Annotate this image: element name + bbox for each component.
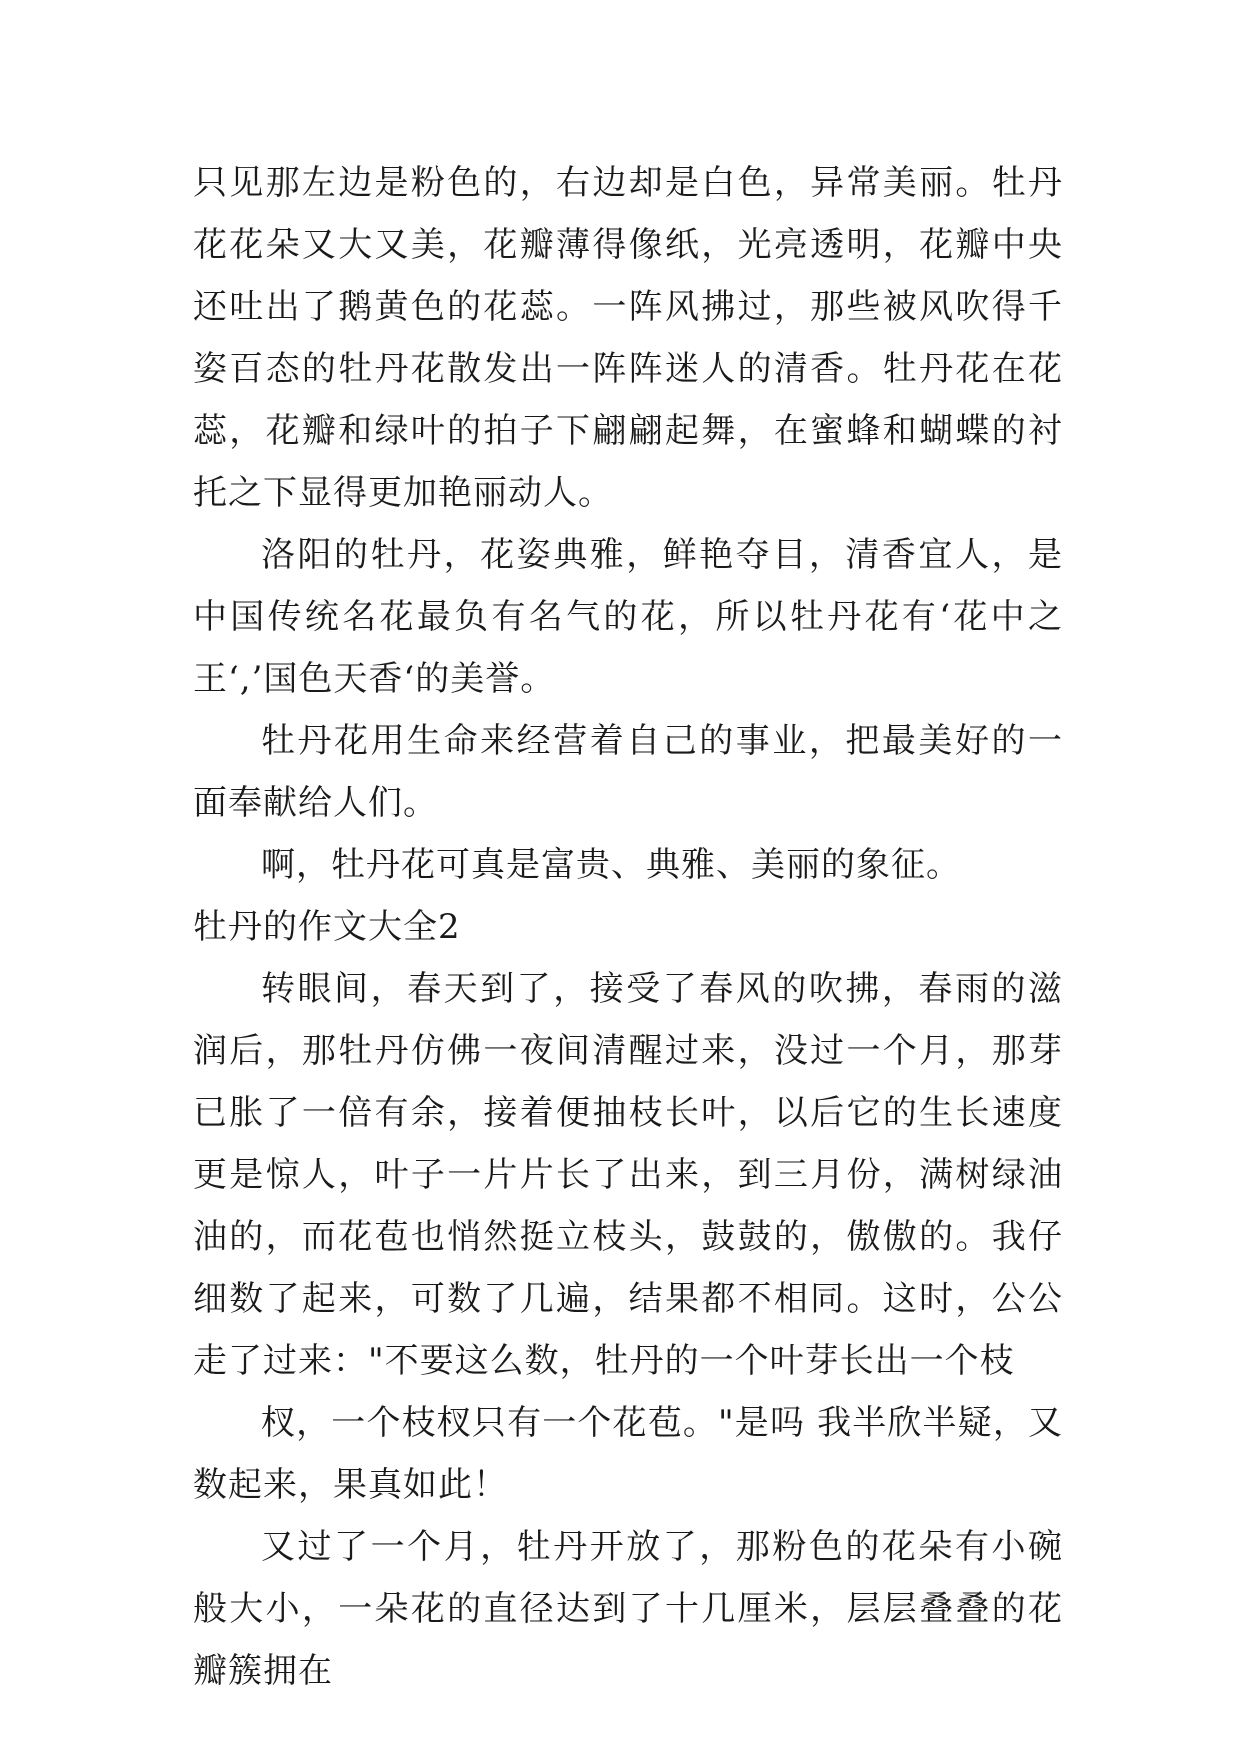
paragraph-branch-bud: 杈，一个枝杈只有一个花苞。"是吗 我半欣半疑，又数起来，果真如此！ xyxy=(193,1403,1063,1505)
paragraph-peony-dedication: 牡丹花用生命来经营着自己的事业，把最美好的一面奉献给人们。 xyxy=(193,721,1063,823)
paragraph-luoyang-peony: 洛阳的牡丹，花姿典雅，鲜艳夺目，清香宜人，是中国传统名花最负有名气的花，所以牡丹花有‘花中之王‘,’国色天香‘的美誉。 xyxy=(193,535,1063,699)
section-heading: 牡丹的作文大全2 xyxy=(193,907,461,947)
paragraph-peony-bloom: 又过了一个月，牡丹开放了，那粉色的花朵有小碗般大小，一朵花的直径达到了十几厘米，层层叠叠的花瓣簇拥在 xyxy=(193,1527,1063,1691)
paragraph-spring-growth: 转眼间，春天到了，接受了春风的吹拂，春雨的滋润后，那牡丹仿佛一夜间清醒过来，没过一个月，那芽已胀了一倍有余，接着便抽枝长叶，以后它的生长速度更是惊人，叶子一片片长了出来，到三月份，满树绿油油的，而花苞也悄然挺立枝头，鼓鼓的，傲傲的。我仔细数了起来，可数了几遍，结果都不相同。这时，公公走了过来："不要这么数，牡丹的一个叶芽长出一个枝 xyxy=(193,969,1063,1381)
document-page xyxy=(193,152,1063,1702)
paragraph-peony-description: 只见那左边是粉色的，右边却是白色，异常美丽。牡丹花花朵又大又美，花瓣薄得像纸，光亮透明，花瓣中央还吐出了鹅黄色的花蕊。一阵风拂过，那些被风吹得千姿百态的牡丹花散发出一阵阵迷人的清香。牡丹花在花蕊，花瓣和绿叶的拍子下翩翩起舞，在蜜蜂和蝴蝶的衬托之下显得更加艳丽动人。 xyxy=(193,163,1063,513)
paragraph-peony-symbol: 啊，牡丹花可真是富贵、典雅、美丽的象征。 xyxy=(261,845,961,885)
